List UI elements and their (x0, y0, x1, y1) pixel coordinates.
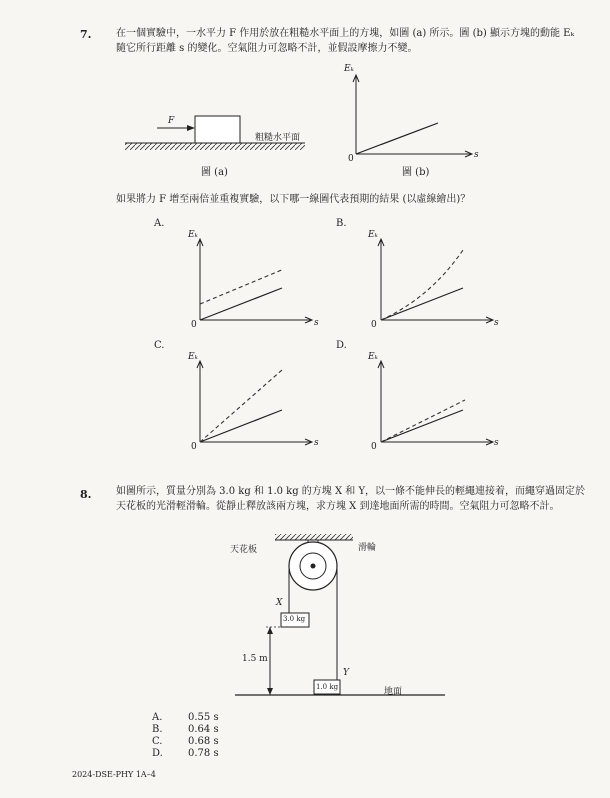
a-y-label: Eₖ (188, 230, 198, 240)
block (195, 116, 240, 143)
force-label: F (168, 116, 175, 126)
d-y-label: Eₖ (368, 352, 378, 362)
surface-label: 粗糙水平面 (255, 133, 301, 143)
q7-question: 如果將力 F 增至兩倍並重複實驗，以下哪一線圖代表預期的結果 (以虛線繪出)？ (116, 194, 471, 205)
pulley-diagram (230, 530, 460, 705)
fig-a-caption: 圖 (a) (201, 167, 228, 178)
block-y-label: Y (343, 668, 349, 678)
rough-surface (125, 143, 305, 150)
q8-answer-b: B. 0.64 s (152, 724, 219, 735)
q8-stem: 如圖所示，質量分別為 3.0 kg 和 1.0 kg 的方塊 X 和 Y，以一條不能伸長的輕繩連接着，而繩穿過固定於天花板的光滑輕滑輪。從靜止釋放該兩方塊，求方塊 X 到達地面所需的時間。空氣阻力可忽略不計。 (116, 486, 586, 512)
ceiling (275, 534, 353, 540)
option-c-graph (194, 358, 324, 448)
q8-number: 8. (80, 488, 92, 501)
option-c-label: C. (154, 340, 165, 351)
d-x-label: s (494, 438, 499, 448)
a-x-label: s (314, 318, 319, 328)
c-y-label: Eₖ (188, 352, 198, 362)
option-a-label: A. (154, 218, 165, 229)
q7-stem: 在一個實驗中，一水平力 F 作用於放在粗糙水平面上的方塊，如圖 (a) 所示。圖 (b) 顯示方塊的動能 Eₖ 隨它所行距離 s 的變化。空氣阻力可忽略不計，並假設摩擦力不變。 (116, 28, 575, 54)
q8-answer-c: C. 0.68 s (152, 736, 219, 747)
c-origin: 0 (191, 442, 197, 452)
fig-b-y-label: Eₖ (344, 64, 354, 74)
fig-b-x-label: s (474, 150, 479, 160)
b-x-label: s (494, 318, 499, 328)
figure-b (350, 72, 490, 162)
q8-answer-a: A. 0.55 s (152, 712, 219, 723)
q8-answer-d: D. 0.78 s (152, 748, 219, 759)
ceiling-label: 天花板 (230, 545, 258, 555)
fig-b-origin: 0 (348, 154, 354, 164)
b-y-label: Eₖ (368, 230, 378, 240)
fig-b-caption: 圖 (b) (402, 167, 430, 178)
c-x-label: s (314, 438, 319, 448)
option-b-label: B. (336, 218, 347, 229)
q7-number: 7. (80, 28, 92, 41)
block-x-label: X (276, 598, 283, 608)
q8-answer-list (152, 712, 219, 760)
height-label: 1.5 m (242, 654, 268, 664)
fig-b-line (356, 123, 438, 154)
block-y-mass: 1.0 kg (316, 683, 339, 691)
d-origin: 0 (371, 442, 377, 452)
option-a-graph (194, 236, 324, 326)
footer: 2024-DSE-PHY 1A–4 (72, 770, 156, 779)
pulley-label: 滑輪 (358, 543, 377, 553)
option-b-graph (375, 236, 505, 326)
a-origin: 0 (191, 320, 197, 330)
block-x-mass: 3.0 kg (283, 615, 306, 623)
option-d-label: D. (336, 340, 347, 351)
option-d-graph (375, 358, 505, 448)
ground-label: 地面 (384, 687, 403, 697)
b-origin: 0 (371, 320, 377, 330)
